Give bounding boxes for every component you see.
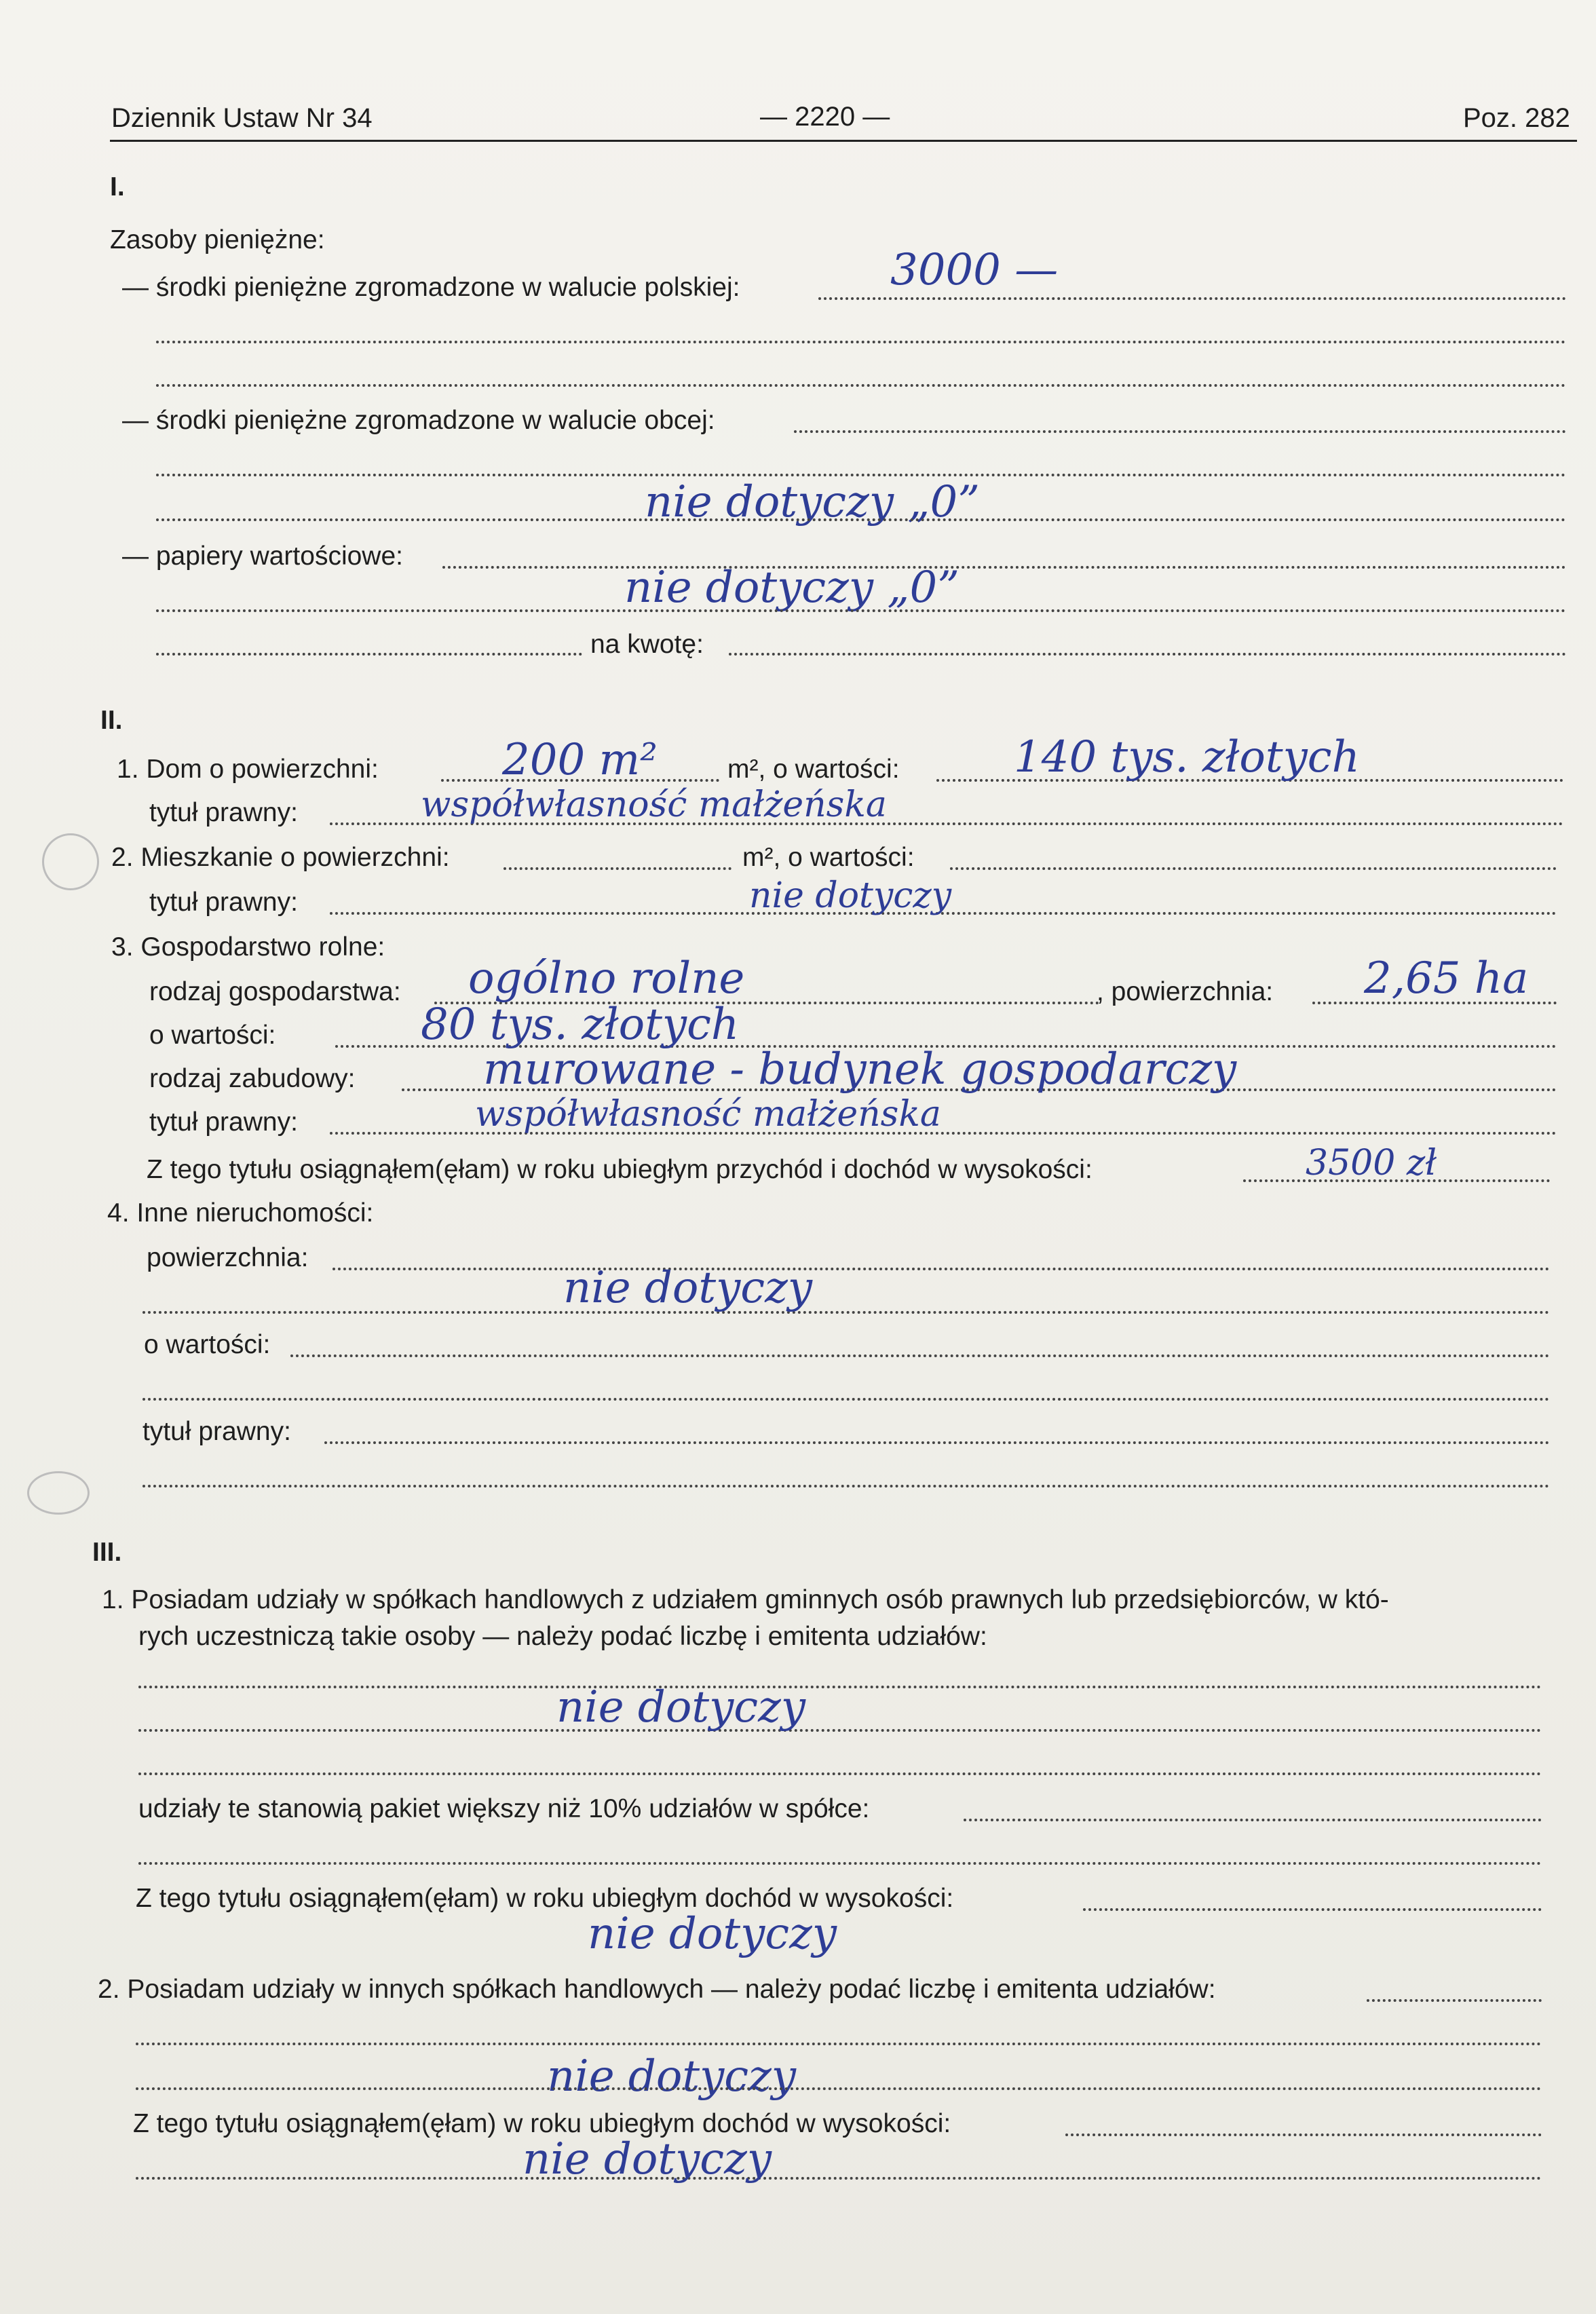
farm-value-label: o wartości:	[149, 1021, 276, 1050]
farm-title-label: tytuł prawny:	[149, 1107, 298, 1137]
shares-1-income-value: nie dotyczy	[588, 1909, 837, 1959]
shares-1-income-line	[1083, 1908, 1542, 1911]
farm-build-label: rodzaj zabudowy:	[149, 1064, 356, 1093]
cash-fx-value: nie dotyczy „0”	[645, 477, 980, 527]
securities-label: — papiery wartościowe:	[122, 542, 403, 571]
position-number: Poz. 282	[1463, 103, 1570, 133]
shares-1-line-1	[138, 1686, 1542, 1688]
other-property-heading: 4. Inne nieruchomości:	[107, 1198, 374, 1228]
other-area-line-2	[142, 1311, 1550, 1314]
farm-title-value: współwłasność małżeńska	[475, 1094, 941, 1135]
cash-heading: Zasoby pieniężne:	[110, 225, 325, 254]
farm-type-label: rodzaj gospodarstwa:	[149, 977, 401, 1006]
house-area-value: 200 m²	[502, 735, 658, 785]
house-title-label: tytuł prawny:	[149, 798, 298, 827]
section-ii-heading: II.	[100, 706, 123, 735]
flat-area-line	[504, 867, 732, 870]
shares-2-income-line	[1065, 2133, 1542, 2136]
farm-value: 80 tys. złotych	[421, 1000, 740, 1050]
flat-value-label: m², o wartości:	[742, 843, 915, 872]
shares-1-value: nie dotyczy	[556, 1682, 805, 1732]
farm-income-value: 3500 zł	[1306, 1143, 1437, 1183]
other-value-label: o wartości:	[144, 1330, 271, 1359]
farm-build-value: murowane - budynek gospodarczy	[483, 1044, 1237, 1095]
shares-1-text-a: 1. Posiadam udziały w spółkach handlowych z udziałem gminnych osób prawnych lub przedsiębiorców, w któ-	[102, 1585, 1389, 1614]
house-title-value: współwłasność małżeńska	[421, 784, 887, 825]
punch-hole	[42, 833, 99, 890]
header-rule	[110, 140, 1577, 142]
shares-2-line-2	[136, 2043, 1542, 2045]
shares-1-text-b: rych uczestniczą takie osoby — należy podać liczbę i emitenta udziałów:	[138, 1622, 987, 1651]
section-i-heading: I.	[110, 172, 125, 202]
shares-2-income-value: nie dotyczy	[522, 2134, 772, 2184]
flat-value-line	[950, 867, 1557, 870]
other-title-line-2	[142, 1485, 1550, 1487]
cash-pln-label: — środki pieniężne zgromadzone w walucie polskiej:	[122, 273, 740, 302]
securities-amount-line-a	[156, 653, 582, 656]
house-area-label: 1. Dom o powierzchni:	[117, 755, 379, 784]
other-title-line	[324, 1441, 1550, 1444]
cash-pln-line	[818, 297, 1566, 300]
other-value-line	[290, 1354, 1550, 1357]
cash-fx-line-2	[156, 474, 1566, 476]
cash-fx-line-3	[156, 518, 1566, 521]
cash-fx-label: — środki pieniężne zgromadzone w walucie obcej:	[122, 406, 715, 435]
shares-2-line	[1367, 1999, 1542, 2002]
cash-fx-line	[794, 430, 1566, 433]
farm-area-label: , powierzchnia:	[1097, 977, 1274, 1006]
punch-hole	[27, 1471, 90, 1515]
other-title-label: tytuł prawny:	[142, 1417, 291, 1446]
shares-2-value: nie dotyczy	[547, 2051, 796, 2102]
other-area-label: powierzchnia:	[147, 1243, 309, 1272]
farm-heading: 3. Gospodarstwo rolne:	[111, 932, 385, 962]
shares-1-line-2	[138, 1729, 1542, 1732]
shares-10pct-line	[964, 1819, 1542, 1821]
securities-amount-label: na kwotę:	[590, 630, 704, 659]
page-number: — 2220 —	[760, 102, 890, 132]
securities-amount-line-b	[729, 653, 1566, 656]
shares-2-line-3	[136, 2087, 1542, 2090]
flat-area-label: 2. Mieszkanie o powierzchni:	[111, 843, 450, 872]
cash-pln-line-2	[156, 341, 1566, 343]
shares-2-text: 2. Posiadam udziały w innych spółkach handlowych — należy podać liczbę i emitenta udziałów:	[98, 1975, 1216, 2004]
cash-pln-line-3	[156, 384, 1566, 387]
farm-type-value: ogólno rolne	[468, 953, 745, 1004]
shares-2-income-line-2	[136, 2177, 1542, 2180]
farm-income-label: Z tego tytułu osiągnąłem(ęłam) w roku ubiegłym przychód i dochód w wysokości:	[147, 1155, 1092, 1184]
shares-1-line-3	[138, 1772, 1542, 1775]
house-value-label: m², o wartości:	[727, 755, 900, 784]
securities-line-2	[156, 609, 1566, 612]
flat-title-value: nie dotyczy	[749, 875, 952, 916]
shares-1-income-label: Z tego tytułu osiągnąłem(ęłam) w roku ubiegłym dochód w wysokości:	[136, 1884, 954, 1913]
securities-value: nie dotyczy „0”	[624, 563, 960, 613]
shares-2-income-label: Z tego tytułu osiągnąłem(ęłam) w roku ubiegłym dochód w wysokości:	[133, 2109, 951, 2138]
other-area-line	[332, 1268, 1550, 1270]
journal-title: Dziennik Ustaw Nr 34	[111, 103, 373, 133]
shares-10pct-label: udziały te stanowią pakiet większy niż 10% udziałów w spółce:	[138, 1794, 870, 1823]
securities-line	[442, 566, 1566, 569]
section-iii-heading: III.	[92, 1538, 122, 1567]
house-value: 140 tys. złotych	[1014, 732, 1360, 782]
other-property-value: nie dotyczy	[563, 1263, 812, 1313]
shares-10pct-line-2	[138, 1862, 1542, 1865]
other-value-line-2	[142, 1398, 1550, 1401]
flat-title-label: tytuł prawny:	[149, 888, 298, 917]
cash-pln-value: 3000 —	[890, 245, 1059, 295]
farm-area-value: 2,65 ha	[1364, 953, 1529, 1004]
